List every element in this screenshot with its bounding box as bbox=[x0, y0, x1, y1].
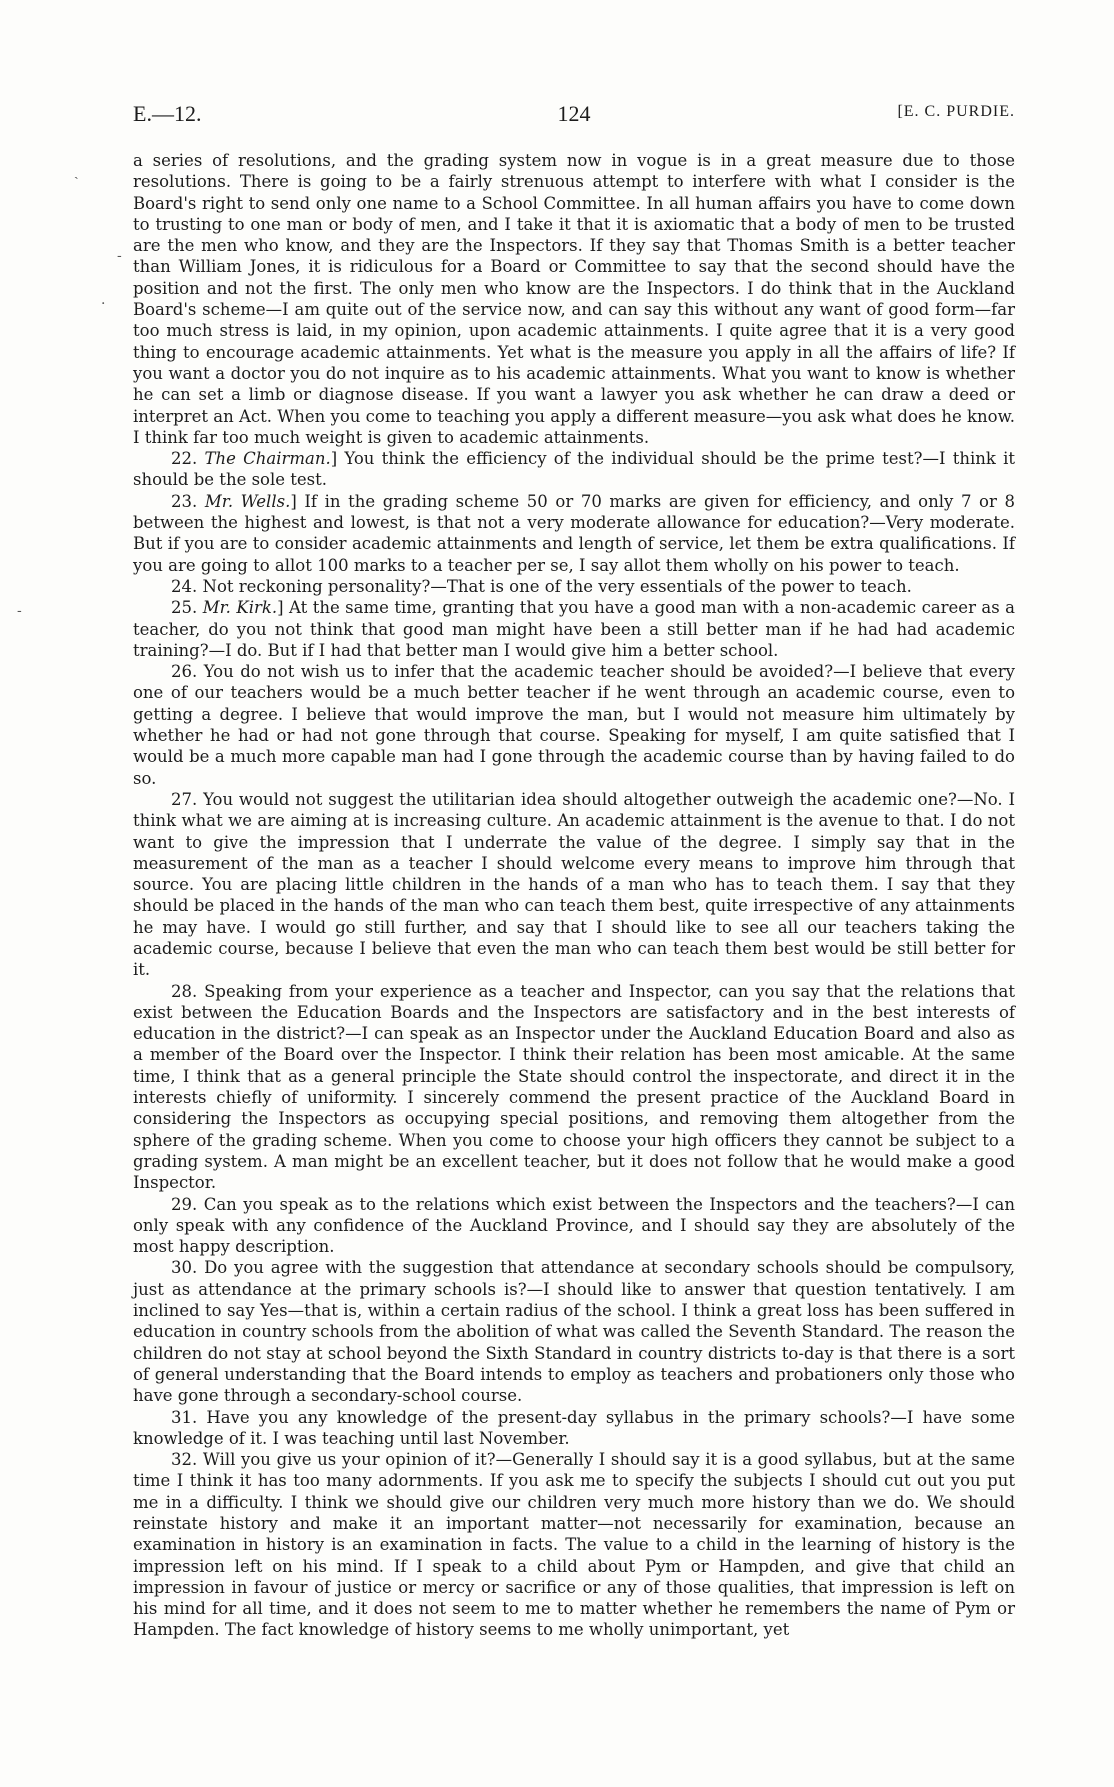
question-number: 25. bbox=[171, 598, 198, 618]
paragraph bbox=[133, 597, 1015, 661]
paragraph-text: a series of resolutions, and the grading system now in vogue is in a great measure due to those resolutions. There is going to be a fairly strenuous attempt to interfere with what I consider is the Board's right to send only one name to a School Committee. In all human affairs you have to come down to trusting to one man or body of men, and I take it that it is axiomatic that a body of men to be trusted are the men who know, and they are the Inspectors. If they say that Thomas Smith is a better teacher than William Jones, it is ridiculous for a Board or Committee to say that the second should have the position and not the first. The only men who know are the Inspectors. I do think that in the Auckland Board's scheme—I am quite out of the service now, and can say this without any want of good form—far too much stress is laid, in my opinion, upon academic attainments. I quite agree that it is a very good thing to encourage academic attainments. Yet what is the measure you apply in all the affairs of life? If you want a doctor you do not inquire as to his academic attainments. What you want to know is whether he can set a limb or diagnose disease. If you want a lawyer you ask whether he can draw a deed or interpret an Act. When you come to teaching you apply a different measure—you ask what does he know. I think far too much weight is given to academic attainments. bbox=[133, 151, 1015, 447]
margin-mark: - bbox=[17, 603, 22, 619]
paragraph bbox=[133, 661, 1015, 789]
margin-mark: ˏ bbox=[74, 164, 79, 180]
paragraph-text: ] You think the efficiency of the individual should be the prime test?—I think it should be the sole test. bbox=[133, 449, 1015, 490]
margin-mark: · bbox=[101, 296, 106, 312]
speaker-name: The Chairman. bbox=[204, 449, 331, 469]
question-number: 22. bbox=[171, 449, 198, 469]
paragraph-text: Have you any knowledge of the present-day syllabus in the primary schools?—I have some knowledge of it. I was teaching until last November. bbox=[133, 1407, 1015, 1448]
speaker-name: Mr. Wells. bbox=[204, 491, 291, 511]
paragraph bbox=[133, 150, 1015, 448]
paragraph-text: You would not suggest the utilitarian idea should altogether outweigh the academic one?—No. I think what we are aiming at is increasing culture. An academic attainment is the avenue to that. I do not want to give the impression that I underrate the value of the degree. I simply say that in the measurement of the man as a teacher I should welcome every means to improve him through that source. You are placing little children in the hands of a man who has to teach them. I say that they should be placed in the hands of the man who can teach them best, quite irrespective of any attainments he may have. I would go still further, and say that I should like to see all our teachers taking the academic course, because I believe that even the man who can teach them best would be still better for it. bbox=[133, 789, 1016, 980]
paragraph bbox=[133, 1194, 1015, 1258]
paragraph bbox=[133, 1257, 1015, 1406]
margin-mark: - bbox=[117, 248, 122, 264]
question-number: 26. bbox=[171, 662, 198, 682]
paragraph-text: ] At the same time, granting that you have a good man with a non-academic career as a teacher, do you not think that good man might have been a still better man if he had had academic training?—I do. But if I had that better man I would give him a better school. bbox=[133, 598, 1015, 660]
paragraph bbox=[133, 491, 1015, 576]
paragraph-text: Do you agree with the suggestion that attendance at secondary schools should be compulsory, just as attendance at the primary schools is?—I should like to answer that question tentatively. I am inclined to say Yes—that is, within a certain radius of the school. I think a great loss has been suffered in education in country schools from the abolition of what was called the Seventh Standard. The reason the children do not stay at school beyond the Sixth Standard in country districts to-day is that there is a sort of general understanding that the Board intends to employ as teachers and probationers only those who have gone through a secondary-school course. bbox=[133, 1258, 1015, 1406]
paragraph-text: Not reckoning personality?—That is one of the very essentials of the power to teach. bbox=[202, 576, 912, 596]
question-number: 29. bbox=[171, 1194, 198, 1214]
question-number: 24. bbox=[171, 576, 198, 596]
witness-name: [E. C. PURDIE. bbox=[897, 103, 1015, 120]
question-number: 28. bbox=[171, 981, 198, 1001]
paragraph bbox=[133, 1449, 1015, 1641]
paragraph-text: Speaking from your experience as a teacher and Inspector, can you say that the relations that exist between the Education Boards and the Inspectors are satisfactory and in the best interests of education in the district?—I can speak as an Inspector under the Auckland Education Board and also as a member of the Board over the Inspector. I think their relation has been most amicable. At the same time, I think that as a general principle the State should control the inspectorate, and direct it in the interests chiefly of uniformity. I sincerely commend the present practice of the Auckland Board in considering the Inspectors as occupying special positions, and removing them altogether from the sphere of the grading scheme. When you come to choose your high officers they cannot be subject to a grading system. A man might be an excellent teacher, but it does not follow that he would make a good Inspector. bbox=[133, 981, 1015, 1193]
paragraph-text: Can you speak as to the relations which exist between the Inspectors and the teachers?—I can only speak with any confidence of the Auckland Province, and I should say they are absolutely of the most happy description. bbox=[133, 1194, 1016, 1257]
question-number: 23. bbox=[171, 491, 198, 511]
page-header bbox=[133, 101, 1015, 135]
paragraph-text: Will you give us your opinion of it?—Generally I should say it is a good syllabus, but at the same time I think it has too many adornments. If you ask me to specify the subjects I should cut out you put me in a difficulty. I think we should give our children very much more history than we do. We should reinstate history and make it an important matter—not necessarily for examination, because an examination in history is an examination in facts. The value to a child in the learning of history is the impression left on his mind. If I speak to a child about Pym or Hampden, and give that child an impression in favour of justice or mercy or sacrifice or any of those qualities, that impression is left on his mind for all time, and it does not seem to me to matter whether he remembers the name of Pym or Hampden. The fact knowledge of history seems to me wholly unimportant, yet bbox=[133, 1450, 1015, 1640]
question-number: 31. bbox=[171, 1407, 198, 1427]
question-number: 30. bbox=[171, 1258, 198, 1278]
question-number: 27. bbox=[171, 789, 198, 809]
question-number: 32. bbox=[171, 1450, 198, 1470]
paragraph bbox=[133, 448, 1015, 491]
report-code: E.—12. bbox=[133, 101, 202, 126]
paragraph-text: You do not wish us to infer that the academic teacher should be avoided?—I believe that every one of our teachers would be a much better teacher if he went through an academic course, even to getting a degree. I believe that would improve the man, but I would not measure him ultimately by whether he had or had not gone through that course. Speaking for myself, I am quite satisfied that I would be a much more capable man had I gone through the academic course than by having failed to do so. bbox=[133, 662, 1015, 788]
page-number: 124 bbox=[557, 101, 591, 126]
paragraph bbox=[133, 576, 1015, 597]
document-body bbox=[133, 150, 1015, 1641]
paragraph bbox=[133, 981, 1015, 1194]
paragraph bbox=[133, 789, 1015, 981]
paragraph-text: ] If in the grading scheme 50 or 70 marks are given for efficiency, and only 7 or 8 between the highest and lowest, is that not a very moderate allowance for education?—Very moderate. But if you are to consider academic attainments and length of service, let them be extra qualifications. If you are going to allot 100 marks to a teacher per se, I say allot them wholly on his power to teach. bbox=[133, 491, 1015, 575]
paragraph bbox=[133, 1407, 1015, 1450]
speaker-name: Mr. Kirk. bbox=[202, 598, 278, 618]
